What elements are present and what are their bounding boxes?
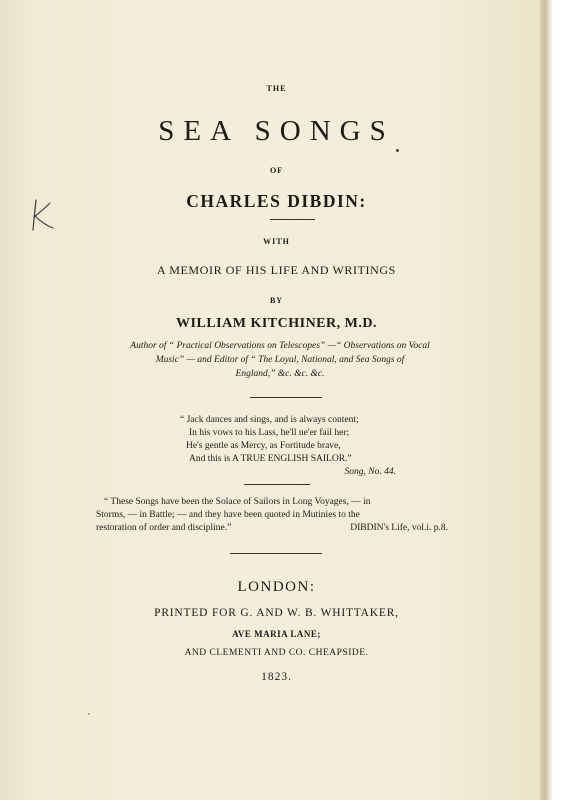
author-credit-line: Music” — and Editor of “ The Loyal, National, and Sea Songs of xyxy=(155,355,405,365)
imprint-printer: PRINTED FOR G. AND W. B. WHITTAKER, xyxy=(154,607,399,619)
verse-line: “ Jack dances and sings, and is always content; xyxy=(180,415,359,425)
verse-line: And this is A TRUE ENGLISH SAILOR.” xyxy=(189,454,352,464)
ornamental-rule-2 xyxy=(250,397,322,398)
paper-speck xyxy=(396,149,399,152)
ornamental-rule-3 xyxy=(244,484,310,485)
author-name: WILLIAM KITCHINER, M.D. xyxy=(176,316,377,331)
author-credit xyxy=(110,339,450,381)
ornamental-rule-4 xyxy=(230,553,322,554)
quote-last-row xyxy=(96,522,466,535)
verse-source: Song, No. 44. xyxy=(344,467,396,477)
imprint-address: AVE MARIA LANE; xyxy=(232,629,321,639)
title-the: THE xyxy=(266,84,287,93)
verse-line: He's gentle as Mercy, as Fortitude brave, xyxy=(186,441,341,451)
title-subject: CHARLES DIBDIN: xyxy=(186,191,367,211)
memoir-line: A MEMOIR OF HIS LIFE AND WRITINGS xyxy=(157,263,396,277)
handwritten-k-mark xyxy=(26,197,56,233)
quote-line: Storms, — in Battle; — and they have been quoted in Mutinies to the xyxy=(96,510,360,520)
author-credit-line: Author of “ Practical Observations on Telescopes” —“ Observations on Vocal xyxy=(130,341,430,351)
imprint-year: 1823. xyxy=(261,671,292,683)
imprint-city: LONDON: xyxy=(237,579,316,595)
by-word: BY xyxy=(269,296,284,305)
quote-line: “ These Songs have been the Solace of Sailors in Long Voyages, — in xyxy=(104,497,371,507)
ornamental-rule-1 xyxy=(270,219,315,220)
quote-line: restoration of order and discipline.” xyxy=(96,523,232,533)
paper-speck xyxy=(88,713,90,715)
verse-epigraph xyxy=(180,414,410,479)
title-main: SEA SONGS xyxy=(158,115,395,147)
verse-line: In his vows to his Lass, he'll ne'er fail her; xyxy=(189,428,350,438)
with-word: WITH xyxy=(263,237,290,246)
quote-epigraph xyxy=(96,496,466,535)
title-of: OF xyxy=(269,166,284,175)
quote-source: DIBDIN's Life, vol.i. p.8. xyxy=(350,523,448,533)
author-credit-line: England,” &c. &c. &c. xyxy=(235,369,325,379)
imprint-partner: AND CLEMENTI AND CO. CHEAPSIDE. xyxy=(184,648,369,658)
